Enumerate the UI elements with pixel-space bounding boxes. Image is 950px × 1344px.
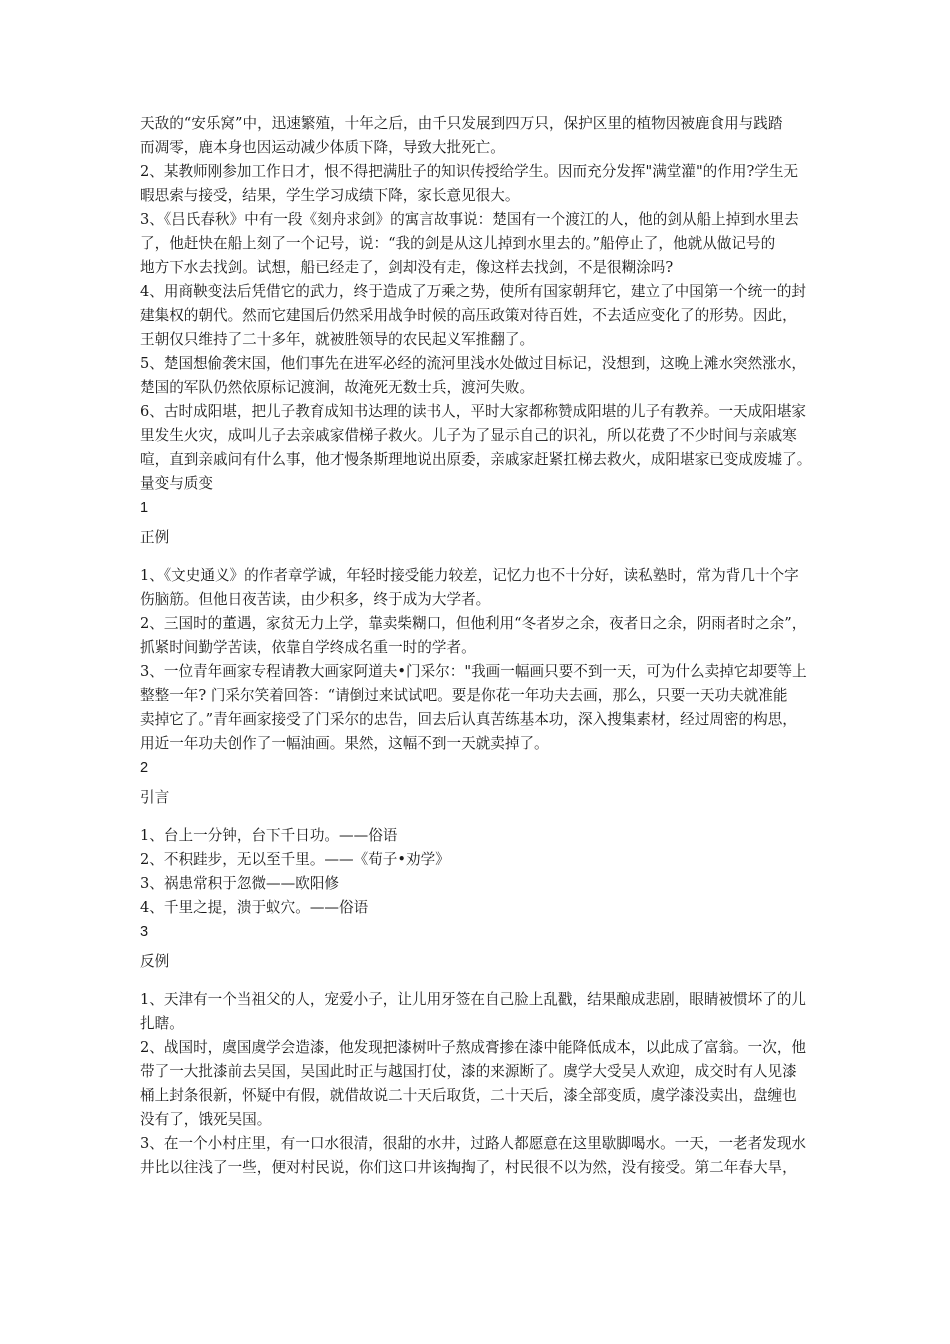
section-number: 1 <box>140 500 149 516</box>
paragraph <box>140 208 825 280</box>
text-line: 暇思索与接受，结果，学生学习成绩下降，家长意见很大。 <box>140 187 520 204</box>
text-line: 3、《吕氏春秋》中有一段《刻舟求剑》的寓言故事说：楚国有一个渡江的人，他的剑从船上掉到水里去 <box>140 211 799 228</box>
document-page <box>140 112 825 1180</box>
text-line: 3、在一个小村庄里，有一口水很清，很甜的水井，过路人都愿意在这里歇脚喝水。一天，一老者发现水 <box>140 1135 807 1152</box>
paragraph <box>140 1132 825 1180</box>
text-line: 2、不积跬步，无以至千里。——《荀子•劝学》 <box>140 851 450 868</box>
paragraph <box>140 824 825 848</box>
text-line: 伤脑筋。但他日夜苦读，由少积多，终于成为大学者。 <box>140 591 491 608</box>
text-line: 2、某教师刚参加工作日才，恨不得把满肚子的知识传授给学生。因而充分发挥"满堂灌"的作用?学生无 <box>140 163 799 180</box>
section-heading: 反例 <box>140 953 170 970</box>
text-line: 1、天津有一个当祖父的人，宠爱小子，让儿用牙签在自己脸上乱戳，结果酿成悲剧，眼睛被惯坏了的儿 <box>140 991 807 1008</box>
text-line: 天敌的“安乐窝”中，迅速繁殖，十年之后，由千只发展到四万只，保护区里的植物因被鹿食用与践踏 <box>140 115 783 132</box>
paragraph <box>140 896 825 920</box>
paragraph <box>140 988 825 1036</box>
paragraph <box>140 660 825 756</box>
section-number: 2 <box>140 760 149 776</box>
text-line: 地方下水去找剑。试想，船已经走了，剑却没有走，像这样去找剑，不是很糊涂吗? <box>140 259 674 276</box>
text-line: 而凋零，鹿本身也因运动减少体质下降，导致大批死亡。 <box>140 139 505 156</box>
text-line: 卖掉它了。”青年画家接受了门采尔的忠告，回去后认真苦练基本功，深入搜集素材，经过周密的构思， <box>140 711 797 728</box>
text-line: 1、台上一分钟，台下千日功。——俗语 <box>140 827 398 844</box>
text-line: 4、用商鞅变法后凭借它的武力，终于造成了万乘之势，使所有国家朝拜它，建立了中国第一个统一的封 <box>140 283 807 300</box>
text-line: 6、古时成阳堪，把儿子教育成知书达理的读书人，平时大家都称赞成阳堪的儿子有教养。一天成阳堪家 <box>140 403 807 420</box>
text-line: 1、《文史通义》的作者章学诚，年轻时接受能力较差，记忆力也不十分好，读私塾时，常为背几十个字 <box>140 567 799 584</box>
text-line: 喧，直到亲戚问有什么事，他才慢条斯理地说出原委，亲戚家赶紧扛梯去救火，成阳堪家已变成废墟了。 <box>140 451 812 468</box>
text-line: 里发生火灾，成叫儿子去亲戚家借梯子救火。儿子为了显示自己的识礼，所以花费了不少时间与亲戚寒 <box>140 427 797 444</box>
text-line: 扎瞎。 <box>140 1015 184 1032</box>
section-heading: 正例 <box>140 529 170 546</box>
text-line: 楚国的军队仍然依原标记渡涧，故淹死无数士兵，渡河失败。 <box>140 379 535 396</box>
section-number: 3 <box>140 924 149 940</box>
paragraph <box>140 352 825 400</box>
paragraph <box>140 280 825 352</box>
text-line: 3、一位青年画家专程请教大画家阿道夫•门采尔："我画一幅画只要不到一天，可为什么卖掉它却要等上 <box>140 663 807 680</box>
text-line: 用近一年功夫创作了一幅油画。果然，这幅不到一天就卖掉了。 <box>140 735 549 752</box>
text-line: 整整一年? 门采尔笑着回答：“请倒过来试试吧。要是你花一年功夫去画，那么，只要一天功夫就准能 <box>140 687 788 704</box>
paragraph <box>140 400 825 496</box>
paragraph <box>140 612 825 660</box>
text-line: 4、千里之提，溃于蚁穴。——俗语 <box>140 899 369 916</box>
text-line: 王朝仅只维持了二十多年，就被胜领导的农民起义军推翻了。 <box>140 331 535 348</box>
text-line: 了，他赶快在船上刻了一个记号，说：“我的剑是从这儿掉到水里去的。”船停止了，他就从做记号的 <box>140 235 776 252</box>
section-heading: 引言 <box>140 789 170 806</box>
text-line: 带了一大批漆前去吴国，吴国此时正与越国打仗，漆的来源断了。虞学大受吴人欢迎，成交时有人见漆 <box>140 1063 797 1080</box>
paragraph <box>140 848 825 872</box>
text-line: 没有了，饿死吴国。 <box>140 1111 272 1128</box>
text-line: 量变与质变 <box>140 475 213 492</box>
text-line: 5、楚国想偷袭宋国，他们事先在进军必经的流河里浅水处做过目标记，没想到，这晚上滩水突然涨水， <box>140 355 807 372</box>
paragraph <box>140 564 825 612</box>
text-line: 建集权的朝代。然而它建国后仍然采用战争时候的高压政策对待百姓，不去适应变化了的形势。因此， <box>140 307 797 324</box>
text-line: 2、战国时，虞国虞学会造漆，他发现把漆树叶子熬成膏掺在漆中能降低成本，以此成了富翁。一次，他 <box>140 1039 807 1056</box>
text-line: 桶上封条很新，怀疑中有假，就借故说二十天后取货，二十天后，漆全部变质，虞学漆没卖出，盘缠也 <box>140 1087 797 1104</box>
text-line: 2、三国时的董遇，家贫无力上学，靠卖柴糊口，但他利用“冬者岁之余，夜者日之余，阴雨者时之余”， <box>140 615 807 632</box>
text-line: 3、祸患常积于忽微——欧阳修 <box>140 875 340 892</box>
text-line: 井比以往浅了一些，便对村民说，你们这口井该掏掏了，村民很不以为然，没有接受。第二年春大旱， <box>140 1159 797 1176</box>
paragraph <box>140 872 825 896</box>
paragraph <box>140 112 825 160</box>
paragraph <box>140 160 825 208</box>
text-line: 抓紧时间勤学苦读，依靠自学终成名重一时的学者。 <box>140 639 476 656</box>
paragraph <box>140 1036 825 1132</box>
